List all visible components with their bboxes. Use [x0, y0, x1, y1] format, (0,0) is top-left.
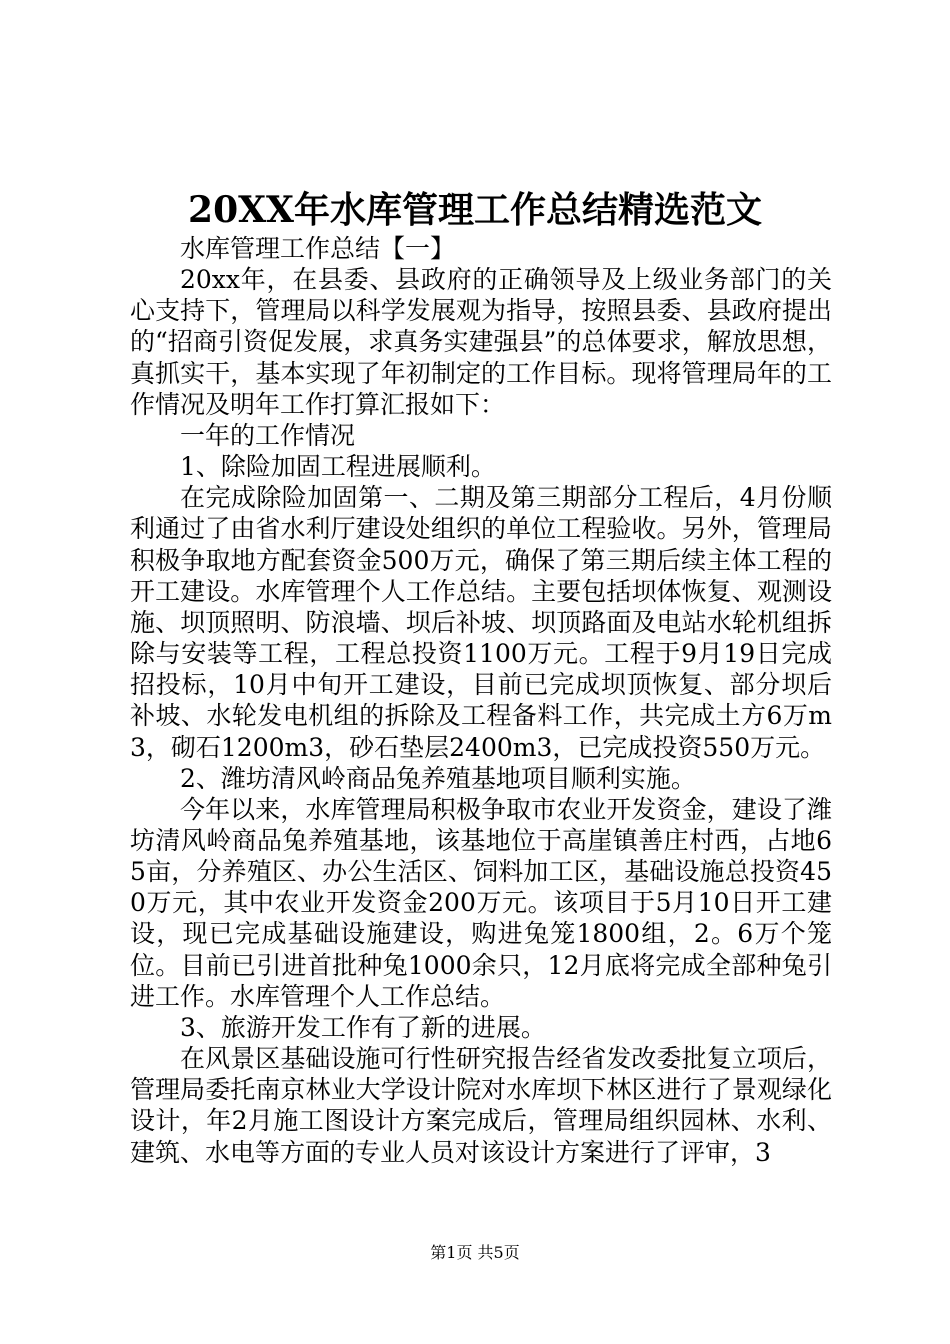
paragraph-item-3-heading: 3、旅游开发工作有了新的进展。	[180, 1012, 546, 1042]
document-title: 20XX年水库管理工作总结精选范文	[188, 189, 762, 231]
paragraph-subheading: 一年的工作情况	[180, 420, 356, 450]
page-footer: 第1页 共5页	[430, 1243, 520, 1262]
paragraph-section-heading: 水库管理工作总结【一】	[180, 234, 456, 263]
document-body	[130, 233, 832, 1168]
paragraph-item-2-body: 今年以来，水库管理局积极争取市农业开发资金，建设了潍坊清风岭商品兔养殖基地，该基地位于高崖镇善庄村西，占地65亩，分养殖区、办公生活区、饲料加工区，基础设施总投资450万元，其中农业开发资金200万元。该项目于5月10日开工建设，现已完成基础设施建设，购进兔笼1800组，2。6万个笼位。目前已引进首批种兔1000余只，12月底将完成全部种兔引进工作。水库管理个人工作总结。	[130, 794, 832, 1011]
paragraph-intro: 20xx年，在县委、县政府的正确领导及上级业务部门的关心支持下，管理局以科学发展观为指导，按照县委、县政府提出的“招商引资促发展，求真务实建强县”的总体要求，解放思想，真抓实干，基本实现了年初制定的工作目标。现将管理局年的工作情况及明年工作打算汇报如下：	[130, 265, 832, 419]
paragraph-item-3-body: 在风景区基础设施可行性研究报告经省发改委批复立项后，管理局委托南京林业大学设计院对水库坝下林区进行了景观绿化设计，年2月施工图设计方案完成后，管理局组织园林、水利、建筑、水电等方面的专业人员对该设计方案进行了评审，3	[130, 1044, 832, 1167]
paragraph-item-1-heading: 1、除险加固工程进展顺利。	[180, 452, 496, 482]
paragraph-item-1-body: 在完成除险加固第一、二期及第三期部分工程后，4月份顺利通过了由省水利厅建设处组织的单位工程验收。另外，管理局积极争取地方配套资金500万元，确保了第三期后续主体工程的开工建设。水库管理个人工作总结。主要包括坝体恢复、观测设施、坝顶照明、防浪墙、坝后补坡、坝顶路面及电站水轮机组拆除与安装等工程，工程总投资1100万元。工程于9月19日完成招投标，10月中旬开工建设，目前已完成坝顶恢复、部分坝后补坡、水轮发电机组的拆除及工程备料工作，共完成土方6万m3，砌石1200m3，砂石垫层2400m3，已完成投资550万元。	[130, 483, 832, 762]
paragraph-item-2-heading: 2、潍坊清风岭商品兔养殖基地项目顺利实施。	[180, 763, 696, 793]
